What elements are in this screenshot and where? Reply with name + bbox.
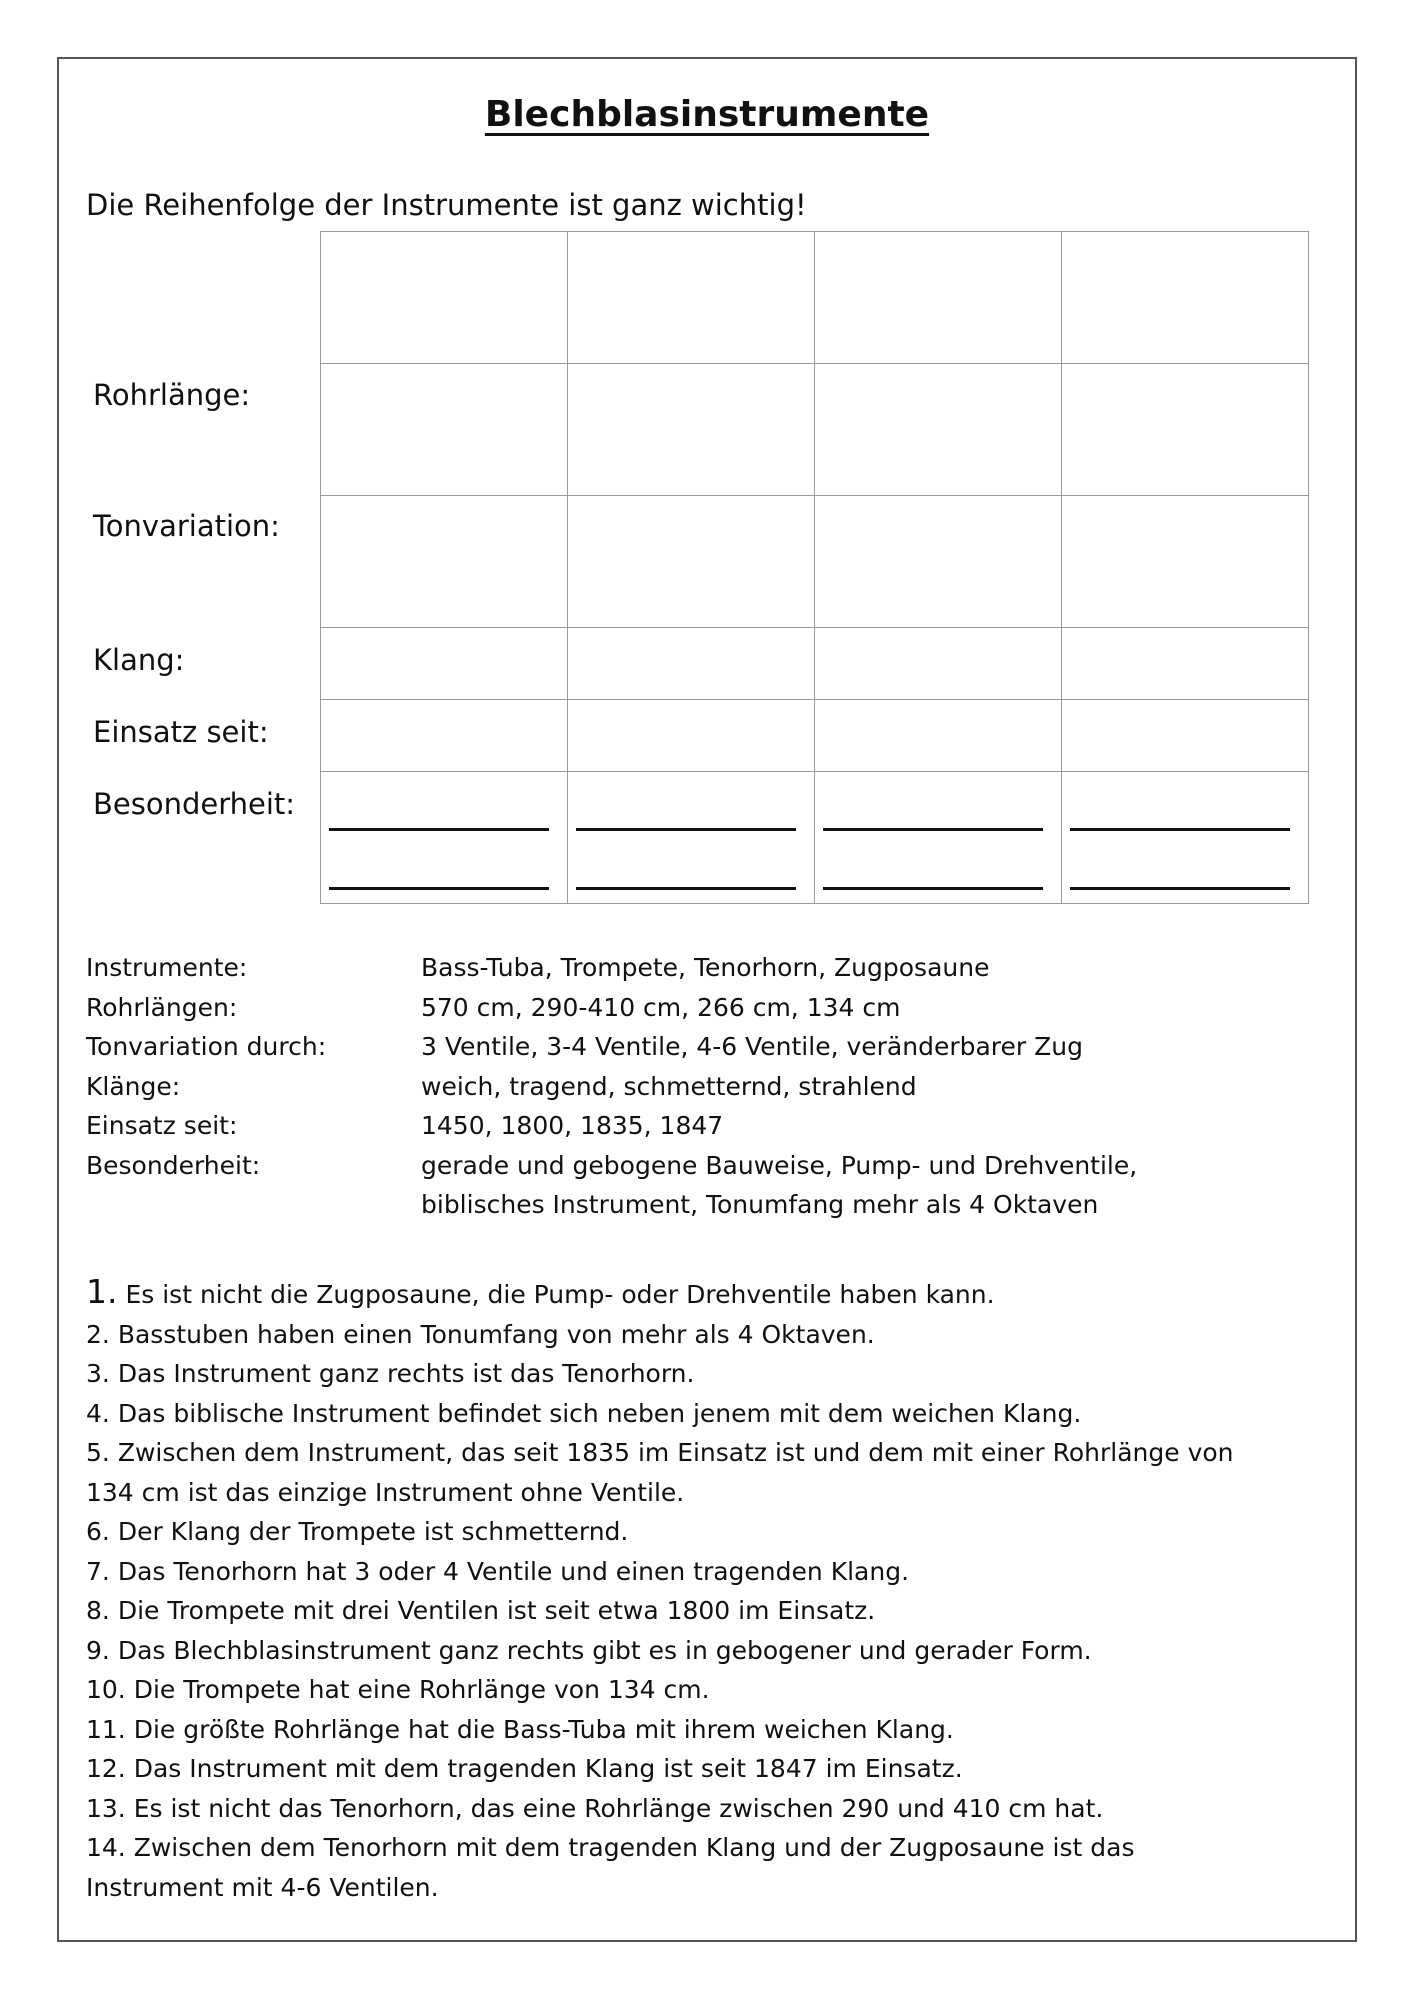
clue-item [86, 1631, 1336, 1671]
answer-blank [823, 887, 1043, 890]
clue-text: Basstuben haben einen Tonumfang von mehr als 4 Oktaven. [117, 1319, 875, 1349]
clue-item [86, 1868, 1336, 1908]
answer-blank [1070, 828, 1290, 831]
clue-text: Das Tenorhorn hat 3 oder 4 Ventile und einen tragenden Klang. [117, 1556, 910, 1586]
grid-cell[interactable] [1062, 700, 1309, 772]
grid-cell[interactable] [568, 496, 815, 628]
clue-text: Die größte Rohrlänge hat die Bass-Tuba mit ihrem weichen Klang. [133, 1714, 954, 1744]
clue-text: Es ist nicht die Zugposaune, die Pump- oder Drehventile haben kann. [125, 1280, 995, 1309]
answer-blank [823, 828, 1043, 831]
clue-list [86, 1272, 1336, 1907]
clue-item [86, 1789, 1336, 1829]
clue-item [86, 1315, 1336, 1355]
grid-row-klang [321, 628, 1309, 700]
legend-value: Bass-Tuba, Trompete, Tenorhorn, Zugposaune [421, 953, 990, 982]
answer-blank [1070, 887, 1290, 890]
grid-cell[interactable] [321, 496, 568, 628]
clue-number: 1. [86, 1272, 118, 1311]
grid-cell[interactable] [568, 628, 815, 700]
clue-text: Die Trompete mit drei Ventilen ist seit etwa 1800 im Einsatz. [117, 1596, 876, 1625]
grid-cell[interactable] [1062, 496, 1309, 628]
intro-text: Die Reihenfolge der Instrumente ist ganz wichtig! [86, 188, 807, 222]
clue-text: Es ist nicht das Tenorhorn, das eine Rohrlänge zwischen 290 und 410 cm hat. [133, 1793, 1104, 1823]
clue-number: 14. [86, 1833, 126, 1862]
grid-row-tonvariation [321, 496, 1309, 628]
answer-grid [320, 231, 1309, 904]
answer-blank [576, 887, 796, 890]
clue-number: 12. [86, 1754, 126, 1783]
grid-cell[interactable] [815, 496, 1062, 628]
legend-key: Besonderheit: [86, 1150, 261, 1180]
clue-number: 6. [86, 1517, 110, 1546]
grid-cell[interactable] [815, 232, 1062, 364]
legend-key: Klänge: [86, 1071, 181, 1101]
clue-item [86, 1670, 1336, 1710]
clue-text: Das Instrument mit dem tragenden Klang ist seit 1847 im Einsatz. [133, 1754, 963, 1783]
clue-text: Der Klang der Trompete ist schmetternd. [117, 1517, 629, 1546]
grid-cell[interactable] [815, 364, 1062, 496]
clue-item [86, 1272, 1336, 1315]
grid-cell[interactable] [568, 232, 815, 364]
clue-item [86, 1828, 1336, 1868]
legend-value: 1450, 1800, 1835, 1847 [421, 1111, 724, 1140]
clue-number: 8. [86, 1596, 110, 1625]
legend-row [86, 1027, 1221, 1067]
legend-row [86, 1185, 1221, 1225]
grid-cell[interactable] [321, 628, 568, 700]
grid-cell[interactable] [1062, 232, 1309, 364]
clue-text: Die Trompete hat eine Rohrlänge von 134 cm. [133, 1675, 710, 1704]
legend-value: 3 Ventile, 3-4 Ventile, 4-6 Ventile, veränderbarer Zug [421, 1032, 1083, 1061]
grid-cell[interactable] [321, 772, 568, 904]
clue-text: Instrument mit 4-6 Ventilen. [86, 1872, 439, 1902]
clue-item [86, 1710, 1336, 1750]
legend-row [86, 988, 1221, 1028]
grid-cell[interactable] [815, 772, 1062, 904]
row-label-besonderheit: Besonderheit: [93, 787, 296, 821]
clue-text: 134 cm ist das einzige Instrument ohne Ventile. [86, 1477, 685, 1507]
clue-item [86, 1591, 1336, 1631]
legend-row [86, 1106, 1221, 1146]
grid-row-rohrlaenge [321, 364, 1309, 496]
grid-cell[interactable] [815, 628, 1062, 700]
grid-cell[interactable] [1062, 628, 1309, 700]
grid-cell[interactable] [568, 772, 815, 904]
clue-text: Das biblische Instrument befindet sich neben jenem mit dem weichen Klang. [117, 1398, 1082, 1428]
clue-item [86, 1749, 1336, 1789]
grid-row-besonderheit [321, 772, 1309, 904]
grid-cell[interactable] [815, 700, 1062, 772]
clue-number: 13. [86, 1793, 126, 1823]
legend-key [86, 1185, 421, 1225]
clue-text: Das Blechblasinstrument ganz rechts gibt es in gebogener und gerader Form. [117, 1635, 1092, 1665]
legend-key: Tonvariation durch: [86, 1032, 327, 1061]
page-title: Blechblasinstrumente [484, 94, 930, 135]
legend-row [86, 1067, 1221, 1107]
grid-cell[interactable] [1062, 772, 1309, 904]
answer-blank [329, 887, 549, 890]
row-label-klang: Klang: [93, 643, 185, 677]
grid-cell[interactable] [568, 700, 815, 772]
legend-row [86, 1146, 1221, 1186]
clue-number: 9. [86, 1635, 110, 1665]
clue-number: 4. [86, 1398, 110, 1428]
row-label-tonvariation: Tonvariation: [93, 509, 280, 543]
clue-number: 3. [86, 1359, 110, 1388]
clue-text: Zwischen dem Tenorhorn mit dem tragenden Klang und der Zugposaune ist das [133, 1833, 1135, 1862]
clue-item [86, 1473, 1336, 1513]
clue-text: Das Instrument ganz rechts ist das Tenorhorn. [117, 1359, 695, 1388]
row-label-einsatz: Einsatz seit: [93, 715, 269, 749]
row-label-rohrlaenge: Rohrlänge: [93, 378, 251, 412]
grid-cell[interactable] [568, 364, 815, 496]
grid-cell[interactable] [321, 700, 568, 772]
grid-row-einsatz [321, 700, 1309, 772]
grid-cell[interactable] [321, 364, 568, 496]
grid-cell[interactable] [321, 232, 568, 364]
clue-number: 5. [86, 1438, 110, 1467]
legend-key: Instrumente: [86, 953, 248, 982]
clue-number: 7. [86, 1556, 110, 1586]
legend-list [86, 948, 1221, 1225]
grid-row-instrument [321, 232, 1309, 364]
legend-key: Rohrlängen: [86, 992, 238, 1022]
answer-blank [329, 828, 549, 831]
legend-value: gerade und gebogene Bauweise, Pump- und Drehventile, [421, 1150, 1138, 1180]
clue-item [86, 1354, 1336, 1394]
legend-key: Einsatz seit: [86, 1111, 238, 1140]
clue-number: 11. [86, 1714, 126, 1744]
legend-value: biblisches Instrument, Tonumfang mehr als 4 Oktaven [421, 1190, 1099, 1219]
clue-item [86, 1512, 1336, 1552]
legend-value: weich, tragend, schmetternd, strahlend [421, 1071, 917, 1101]
clue-item [86, 1433, 1336, 1473]
legend-value: 570 cm, 290-410 cm, 266 cm, 134 cm [421, 992, 901, 1022]
clue-number: 2. [86, 1319, 110, 1349]
clue-text: Zwischen dem Instrument, das seit 1835 im Einsatz ist und dem mit einer Rohrlänge von [117, 1438, 1234, 1467]
legend-row [86, 948, 1221, 988]
clue-item [86, 1552, 1336, 1592]
grid-cell[interactable] [1062, 364, 1309, 496]
clue-number: 10. [86, 1675, 126, 1704]
clue-item [86, 1394, 1336, 1434]
answer-blank [576, 828, 796, 831]
